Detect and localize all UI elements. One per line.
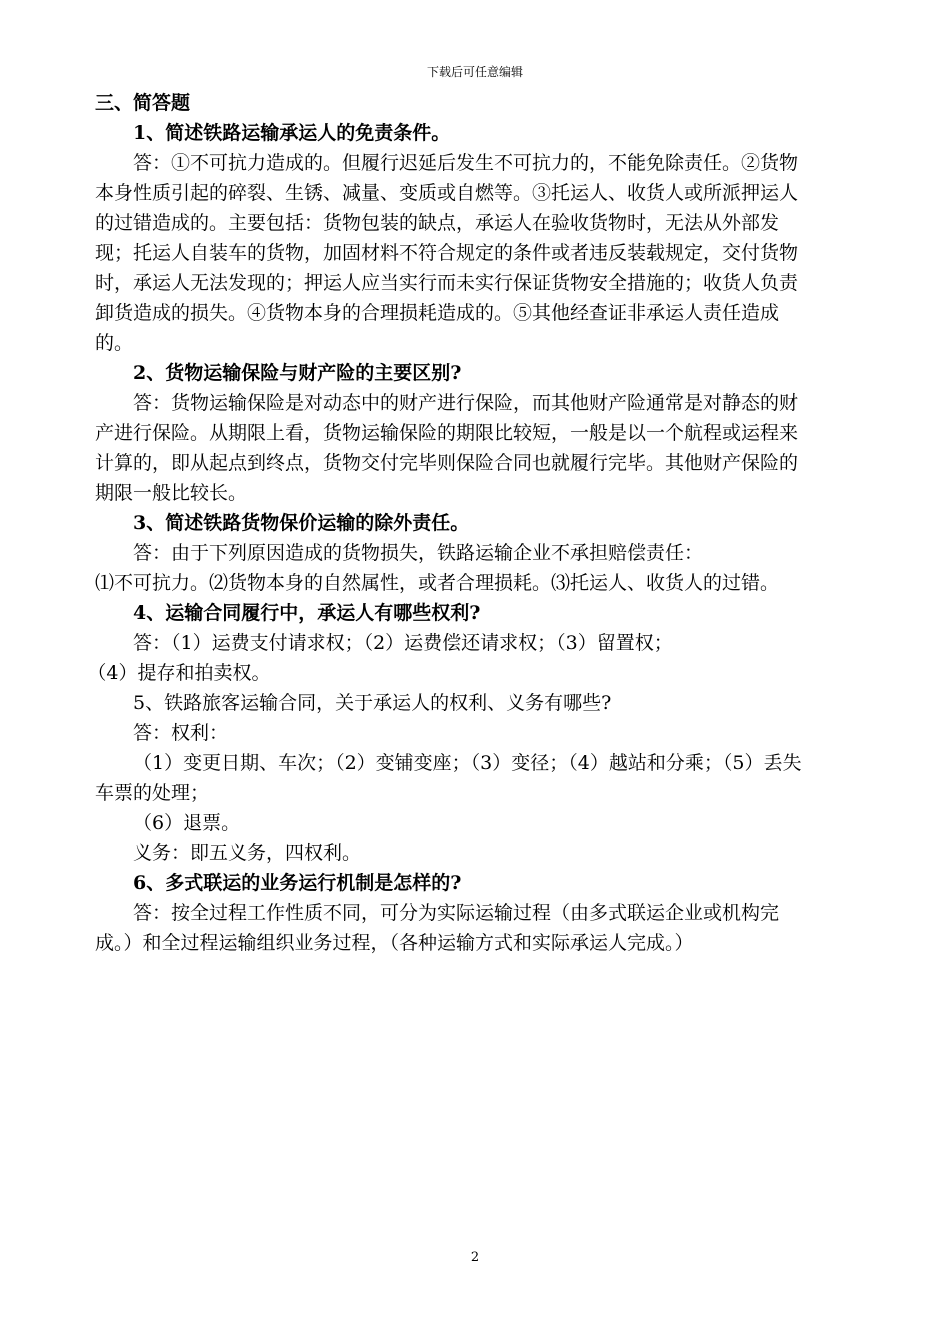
page-header: 下载后可任意编辑 [426, 65, 523, 79]
document-body [87, 88, 815, 958]
question-5-title: 5、铁路旅客运输合同，关于承运人的权利、义务有哪些? [133, 692, 612, 714]
question-4-answer-first: 答：（1）运费支付请求权；（2）运费偿还请求权；（3）留置权； [133, 632, 673, 654]
question-5-duties: 义务：即五义务，四权利。 [133, 842, 362, 864]
page-number: 2 [470, 1250, 480, 1265]
question-5-rights-line-2: （6）退票。 [133, 812, 241, 834]
question-2-title: 2、货物运输保险与财产险的主要区别? [133, 362, 462, 384]
question-6-title: 6、多式联运的业务运行机制是怎样的? [133, 872, 462, 894]
question-3-answer-rest: ⑴不可抗力。⑵货物本身的自然属性，或者合理损耗。⑶托运人、收货人的过错。 [95, 572, 780, 594]
question-1-answer: 答：①不可抗力造成的。但履行迟延后发生不可抗力的，不能免除责任。②货物本身性质引起的碎裂、生锈、减量、变质或自燃等。③托运人、收货人或所派押运人的过错造成的。主要包括：货物包装的缺点，承运人在验收货物时，无法从外部发现；托运人自装车的货物，加固材料不符合规定的条件或者违反装载规定，交付货物时，承运人无法发现的；押运人应当实行而未实行保证货物安全措施的；收货人负责卸货造成的损失。④货物本身的合理损耗造成的。⑤其他经查证非承运人责任造成的。 [95, 152, 799, 354]
question-2-answer: 答：货物运输保险是对动态中的财产进行保险，而其他财产险通常是对静态的财产进行保险。从期限上看，货物运输保险的期限比较短，一般是以一个航程或运程来计算的，即从起点到终点，货物交付完毕则保险合同也就履行完毕。其他财产保险的期限一般比较长。 [95, 392, 799, 504]
question-4-title: 4、运输合同履行中，承运人有哪些权利? [133, 602, 481, 624]
question-5-rights-line-1: （1）变更日期、车次；（2）变铺变座；（3）变径；（4）越站和分乘；（5）丢失车票的处理； [95, 752, 802, 804]
question-6-answer: 答：按全过程工作性质不同，可分为实际运输过程（由多式联运企业或机构完成。）和全过程运输组织业务过程，（各种运输方式和实际承运人完成。） [95, 902, 780, 954]
question-3-answer-first: 答：由于下列原因造成的货物损失，铁路运输企业不承担赔偿责任： [133, 542, 704, 564]
question-3-title: 3、简述铁路货物保价运输的除外责任。 [133, 512, 470, 534]
section-title: 三、简答题 [95, 92, 191, 114]
question-4-answer-rest: （4）提存和拍卖权。 [87, 662, 271, 684]
question-1-title: 1、简述铁路运输承运人的免责条件。 [133, 122, 451, 144]
question-5-answer-label: 答：权利： [133, 722, 229, 744]
